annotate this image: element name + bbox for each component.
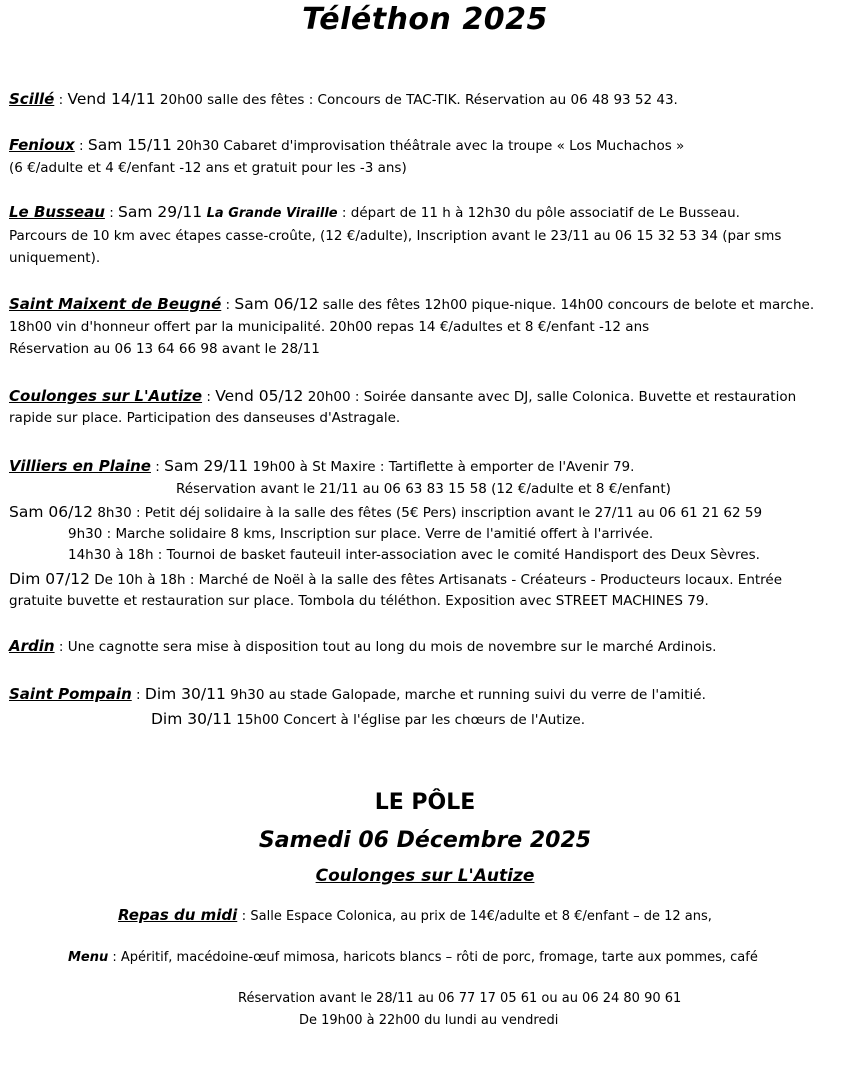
pole-hours: De 19h00 à 22h00 du lundi au vendredi [299,1013,559,1028]
menu-text: : Apéritif, macédoine-œuf mimosa, haricots blancs – rôti de porc, fromage, tarte aux pommes, café [108,950,758,965]
event-villiers-sam [9,503,762,521]
event-villiers-reservation: Réservation avant le 21/11 au 06 63 83 15 58 (12 €/adulte et 8 €/enfant) [176,481,671,497]
event-text: 8h30 : Petit déj solidaire à la salle des fêtes (5€ Pers) inscription avant le 27/11 au 06 61 21 62 59 [93,505,763,521]
separator: : [54,92,68,108]
separator: : [104,205,119,221]
pole-date: Samedi 06 Décembre 2025 [258,828,592,853]
event-coulonges [9,387,796,405]
event-text: : Une cagnotte sera mise à disposition tout au long du mois de novembre sur le marché Ardinois. [54,639,717,655]
event-saint-pompain [9,685,706,703]
event-villiers-dim-details: gratuite buvette et restauration sur place. Tombola du téléthon. Exposition avec STREET MACHINES 79. [9,593,709,609]
event-place: Saint Maixent de Beugné [9,295,222,313]
event-busseau [9,203,740,221]
event-coulonges-details: rapide sur place. Participation des danseuses d'Astragale. [9,410,401,426]
event-saint-maixent-reservation: Réservation au 06 13 64 66 98 avant le 28/11 [9,341,320,357]
separator: : [74,138,88,154]
repas-label: Repas du midi [118,906,238,924]
pole-heading: LE PÔLE [374,790,476,815]
pole-location: Coulonges sur L'Autize [315,866,535,886]
event-villiers-dim [9,570,782,588]
event-text: De 10h à 18h : Marché de Noël à la salle des fêtes Artisanats - Créateurs - Producteurs locaux. Entrée [89,572,783,588]
event-date: Dim 30/11 [144,685,226,703]
event-villiers-marche: 9h30 : Marche solidaire 8 kms, Inscription sur place. Verre de l'amitié offert à l'arrivée. [68,526,654,542]
event-date: Vend 14/11 [67,90,156,108]
event-text: 15h00 Concert à l'église par les chœurs de l'Autize. [231,712,586,728]
event-ardin [9,637,716,655]
event-place: Scillé [9,90,55,108]
event-busseau-details-2: uniquement). [9,250,101,266]
separator: : [221,297,235,313]
event-date: Sam 06/12 [9,503,94,521]
separator: : [237,908,251,924]
event-date: Sam 29/11 [164,457,249,475]
event-place: Coulonges sur L'Autize [9,387,203,405]
menu-label: Menu [68,950,109,965]
event-villiers [9,457,634,475]
event-saint-maixent [9,295,814,313]
event-date: Dim 07/12 [9,570,90,588]
event-fenioux-prices: (6 €/adulte et 4 €/enfant -12 ans et gratuit pour les -3 ans) [9,160,407,176]
event-text: 20h30 Cabaret d'improvisation théâtrale avec la troupe « Los Muchachos » [171,138,685,154]
event-text: : départ de 11 h à 12h30 du pôle associatif de Le Busseau. [337,205,740,221]
event-date: Sam 15/11 [87,136,172,154]
event-text: 9h30 au stade Galopade, marche et running suivi du verre de l'amitié. [225,687,706,703]
event-saint-pompain-concert [151,710,585,728]
separator: : [150,459,165,475]
event-date: Dim 30/11 [151,710,232,728]
separator: : [202,389,216,405]
repas-text: Salle Espace Colonica, au prix de 14€/adulte et 8 €/enfant – de 12 ans, [250,909,712,924]
event-place: Ardin [9,637,55,655]
pole-reservation: Réservation avant le 28/11 au 06 77 17 05 61 ou au 06 24 80 90 61 [238,991,682,1006]
event-text: 20h00 salle des fêtes : Concours de TAC-TIK. Réservation au 06 48 93 52 43. [155,92,678,108]
event-place: Villiers en Plaine [9,457,151,475]
event-place: Le Busseau [9,203,105,221]
event-villiers-basket: 14h30 à 18h : Tournoi de basket fauteuil inter-association avec le comité Handisport des Deux Sèvres. [68,547,760,563]
event-date: Sam 29/11 [118,203,203,221]
separator: : [131,687,145,703]
event-saint-maixent-details: 18h00 vin d'honneur offert par la municipalité. 20h00 repas 14 €/adultes et 8 €/enfant -12 ans [9,319,650,335]
event-place: Fenioux [9,136,75,154]
pole-menu [68,950,758,965]
event-place: Saint Pompain [9,685,132,703]
event-name: La Grande Viraille [202,206,338,221]
event-text: 19h00 à St Maxire : Tartiflette à emporter de l'Avenir 79. [248,459,635,475]
pole-repas [118,906,712,924]
event-busseau-details: Parcours de 10 km avec étapes casse-croûte, (12 €/adulte), Inscription avant le 23/11 au 06 15 32 53 34 (par sms [9,228,782,244]
event-text: salle des fêtes 12h00 pique-nique. 14h00 concours de belote et marche. [318,297,815,313]
event-date: Vend 05/12 [215,387,304,405]
page-title: Téléthon 2025 [302,2,548,37]
event-scille [9,90,678,108]
event-fenioux [9,136,684,154]
event-text: 20h00 : Soirée dansante avec DJ, salle Colonica. Buvette et restauration [303,389,797,405]
event-date: Sam 06/12 [234,295,319,313]
